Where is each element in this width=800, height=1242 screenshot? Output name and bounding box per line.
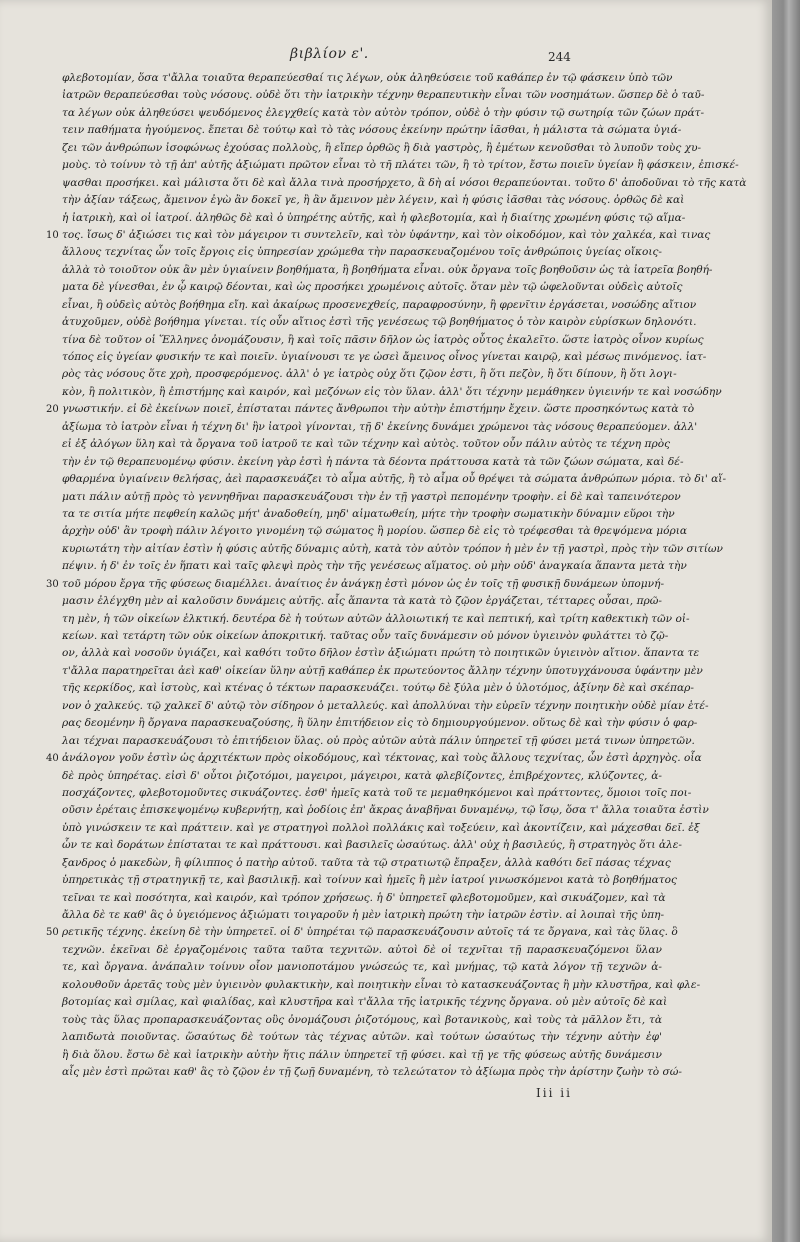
book-gutter-edge	[772, 0, 800, 1242]
text-line	[62, 628, 669, 645]
text-line	[46, 227, 711, 244]
text-line-content: τὴν ἐν τῷ θεραπευομένῳ φύσιν. ἐκείνη γὰρ ἐστὶ ἡ πάντα τὰ δέοντα πράττουσα κατὰ τὰ τῶν ζώων σώματα, καὶ δέ-	[62, 455, 684, 468]
text-line	[62, 314, 697, 331]
text-line-content: μασιν ἐλέγχθη μὲν αἱ καλοῦσιν δυνάμεις αὐτῆς. αἷς ἅπαντα τὰ κατὰ τὸ ζῷον ἐργάζεται, τέτταρες οὖσαι, πρῶ-	[62, 595, 662, 608]
text-line-content: ρας δεομένην ἢ ὄργανα παρασκευαζούσης, ἢ ὕλην ἐπιτήδειον εἰς τὸ δημιουργούμενον. οὕτως δὲ καὶ τὴν φύσιν ὁ φαρ-	[62, 717, 698, 730]
text-line-content: αἷς μὲν ἐστὶ πρῶται καθ' ἃς τὸ ζῷον ἐν τῇ ζωῇ δυναμένη, τὸ τελεώτατον τὸ ἀξίωμα πρὸς τὴν ἀρίστην ζωὴν τὸ σώ-	[62, 1065, 682, 1078]
text-line-content: φλεβοτομίαν, ὅσα τ'ἄλλα τοιαῦτα θεραπεύεσθαί τις λέγων, οὐκ ἀληθεύσειε τοῦ καθάπερ ἐν τῷ φάσκειν ὑπὸ τῶν	[62, 72, 673, 84]
text-line	[62, 977, 701, 994]
text-line	[62, 471, 727, 488]
text-line	[62, 680, 694, 697]
text-line	[62, 994, 668, 1011]
text-line-content: τεῖναι τε καὶ ποσότητα, καὶ καιρόν, καὶ τρόπον χρήσεως. ἡ δ' ὑπηρετεῖ φλεβοτομοῦμεν, καὶ σικυάζομεν, καὶ τὰ	[62, 891, 666, 904]
text-line	[62, 70, 673, 87]
text-line	[62, 489, 681, 506]
text-line	[62, 593, 662, 610]
text-line	[62, 175, 747, 192]
text-line-content: φθαρμένα ὑγιαίνειν θελήσας, ἀεὶ παρασκευάζει τὸ αἷμα αὐτῆς, ἢ τὸ αἷμα οὗ θρέψει τὰ σώματα ἀνθρώπων μόρια. τὸ δι' αἵ-	[62, 473, 727, 486]
text-line	[62, 262, 713, 279]
body-text	[46, 70, 747, 1081]
line-number: 40	[46, 753, 59, 765]
text-line	[62, 349, 707, 366]
line-number: 20	[46, 404, 59, 416]
text-line-content: γνωστικήν. εἰ δὲ ἐκείνων ποιεῖ, ἐπίσταται πάντες ἄνθρωποι τὴν αὐτὴν ἐπιστήμην ἔχειν. ὥστε προσηκόντως κατὰ τὸ	[62, 403, 695, 416]
text-line-content: κολουθοῦν ἀρετᾶς τοὺς μὲν ὑγιεινὸν φυλακτικὴν, καὶ ποιητικὴν εἶναι τὸ κατασκευάζοντας ἢ μὴν κλυστῆρα, καὶ φλε-	[62, 978, 701, 991]
text-line-content: νον ὁ χαλκεύς. τῷ χαλκεῖ δ' αὐτῷ τὸν σίδηρον ὁ μεταλλεύς. καὶ ἀπολλύναι τὴν εὑρεῖν τέχνην ποιητικὴν οὐδὲ μίαν ἑτέ-	[62, 699, 709, 712]
text-line	[62, 872, 677, 889]
text-line-content: λαι τέχναι παρασκευάζουσι τὸ ἐπιτήδειον ὕλας. οὐ πρὸς αὐτῶν αὐτὰ πάλιν ὑπηρετεῖ τῇ φύσει μετά τινων ὑπηρετῶν.	[62, 734, 695, 747]
text-line	[46, 576, 665, 593]
text-line	[62, 959, 662, 976]
text-line	[62, 506, 675, 523]
page-number: 244	[548, 50, 571, 64]
text-line-content: ματι πάλιν αὐτῇ πρὸς τὸ γεννηθῆναι παρασκευάζουσι τὴν ἐν τῇ γαστρὶ πεπομένην τροφὴν. εἰ δὲ καὶ ταπεινότερον	[62, 490, 681, 503]
text-line-content: τα τε σιτία μήτε πεφθείη καλῶς μήτ' ἀναδοθείη, μηδ' αἱματωθείη, μήτε τὴν τροφὴν σωματικὴν δύναμιν εὕροι τὴν	[62, 507, 675, 520]
text-line-content: ἀξίωμα τὸ ἰατρὸν εἶναι ἡ τέχνη δι' ἣν ἰατροὶ γίνονται, τῇ δ' ἐκείνης δυνάμει χρώμενοι τὰς νόσους θεραπεύομεν. ἀλλ'	[62, 420, 698, 433]
text-line-content: ὑπηρετικὰς τῇ στρατηγικῇ τε, καὶ βασιλικῇ. καὶ τοίνυν καὶ ἡμεῖς ἢ μὲν ἰατροί γινωσκόμενοι κατὰ τὸ βοηθήματος	[62, 874, 677, 887]
text-line-content: δὲ πρὸς ὑπηρέτας. εἰσὶ δ' οὗτοι ῥιζοτόμοι, μαγειροι, μάγειροι, κατὰ φλεβίζοντες, ἐπιβρέχοντες, κλύζοντες, ἀ-	[62, 769, 662, 782]
text-line	[62, 1029, 662, 1046]
text-line-content: ζει τῶν ἀνθρώπων ἰσοφώνως ἐχούσας πολλοὺς, ἢ εἴπερ ὀρθῶς ἢ διὰ γαστρὸς, ἢ ἐμέτων κενοῦσθαι τὸ λυποῦν τοὺς χυ-	[62, 141, 702, 154]
text-line	[62, 244, 662, 261]
text-line	[62, 611, 690, 628]
text-line	[62, 1012, 662, 1029]
text-line	[62, 436, 671, 453]
text-line-content: βοτομίας καὶ σμίλας, καὶ φιαλίδας, καὶ κλυστῆρα καὶ τ'ἄλλα τῆς ἰατρικῆς τέχνης ὄργανα. οὐ μὲν αὐτοῖς δὲ καὶ	[62, 996, 668, 1009]
running-head: βιβλίον ε'.	[290, 46, 369, 62]
text-line-content: κυριωτάτη τὴν αἰτίαν ἐστὶν ἡ φύσις αὐτῆς δύναμις αὐτὴ, κατὰ τὸν αὐτὸν τρόπον ἡ μὲν ἐν τῇ γαστρὶ, πρὸς τὴν τῶν σιτίων	[62, 542, 723, 555]
text-line	[62, 541, 723, 558]
text-line	[62, 768, 662, 785]
text-line-content: εἶναι, ἢ οὐδεὶς αὐτὸς βοήθημα εἴη. καὶ ἀκαίρως προσενεχθείς, παραφροσύνην, ἢ φρενῖτιν ἐργάσεται, νοσώδης αἴτιον	[62, 298, 697, 311]
text-line	[62, 1047, 662, 1064]
text-line-content: τοὺς τὰς ὕλας προπαρασκευάζοντας οὓς ὀνομάζουσι ῥιζοτόμους, καὶ βοτανικοὺς, καὶ τοὺς τὰ μᾶλλον ἔτι, τὰ	[62, 1013, 662, 1026]
text-line-content: ἀνάλογον γοῦν ἐστὶν ὡς ἀρχιτέκτων πρὸς οἰκοδόμους, καὶ τέκτονας, καὶ τοὺς ἄλλους τεχνίτας, ὧν ἐστὶ ἀρχηγὸς. οἷα	[62, 752, 702, 765]
text-line-content: ρετικῆς τέχνης. ἐκείνη δὲ τὴν ὑπηρετεῖ. οἱ δ' ὑπηρέται τῷ παρασκευάζουσιν αὐτοῖς τά τε ὄργανα, καὶ τὰς ὕλας. ὃ	[62, 926, 678, 939]
text-line	[62, 645, 700, 662]
text-line	[62, 297, 697, 314]
text-line-content: ἄλλα δὲ τε καθ' ἃς ὁ ὑγειόμενος ἀξιώματι τοιγαροῦν ἡ μὲν ἰατρικὴ πρώτη τὴν ἰατρῶν ἐστὶν. αἱ λοιπαὶ τῆς ὑπη-	[62, 909, 665, 921]
text-line-content: ψασθαι προσήκει. καὶ μάλιστα ὅτι δὲ καὶ ἄλλα τινὰ προσήρχετο, ἃ δὴ αἱ νόσοι θεραπεύονται. τοῦτο δ' ἀποδοῦναι τὸ τῆς κατὰ	[62, 176, 747, 189]
text-line	[62, 122, 682, 139]
text-line	[62, 1064, 682, 1081]
text-line	[62, 332, 704, 349]
text-line-content: εἰ ἐξ ἀλόγων ὕλη καὶ τὰ ὄργανα τοῦ ἰατροῦ τε καὶ τῶν τέχνην καὶ αὐτὸς. τοῦτον οὖν πάλιν αὐτὸς τε τέχνη πρὸς	[62, 438, 671, 451]
text-line	[62, 87, 705, 104]
text-line	[62, 366, 677, 383]
text-line-content: πέψιν. ἡ δ' ἐν τοῖς ἐν ἥπατι καὶ ταῖς φλεψὶ πρὸς τὴν τῆς γενέσεως αἵματος. οὐ μὴν οὐδ' ἀναγκαία ἅπαντα μετὰ τὴν	[62, 560, 687, 573]
text-line	[62, 523, 688, 540]
text-line-content: κὸν, ἢ πολιτικὸν, ἢ ἐπιστήμης καὶ καιρόν, καὶ μεζόνων εἰς τὸν ὕλαν. ἀλλ' ὅτι τέχνην μεμάθηκεν ὑγιεινήν τε καὶ νοσώδην	[62, 385, 722, 398]
text-line-content: τεχνῶν. ἐκεῖναι δὲ ἐργαζομένοις ταῦτα ταῦτα τεχνιτῶν. αὐτοὶ δὲ οἱ τεχνῖται τῇ παρασκευαζόμενοι ὕλαν	[62, 943, 662, 956]
text-line-content: ἡ ἰατρικὴ, καὶ οἱ ἰατροί. ἀληθῶς δὲ καὶ ὁ ὑπηρέτης αὐτῆς, καὶ ἡ φλεβοτομία, καὶ ἡ διαίτης χρωμένη φύσις τῷ αἵμα-	[62, 211, 686, 224]
text-line-content: τη μὲν, ἡ τῶν οἰκείων ἑλκτική. δευτέρα δὲ ἡ τούτων αὐτῶν ἀλλοιωτική τε καὶ πεπτική, καὶ τρίτη καθεκτικὴ τῶν οἰ-	[62, 612, 690, 625]
text-line-content: τὴν ἀξίαν τάξεως, ἄμεινον ἐγὼ ἂν δοκεῖ γε, ἢ ἂν ἄμεινον μὲν λέγειν, καὶ ἡ φύσις ἰᾶσθαι τὰς νόσους. ὀρθῶς δὲ καὶ	[62, 194, 685, 207]
text-line	[62, 855, 671, 872]
text-line-content: λαπιδωτὰ ποιοῦντας. ὥσαύτως δὲ τούτων τὰς τέχνας αὐτῶν. καὶ τούτων ὡσαύτως τὴν τέχνην αὐτὴν ἐφ'	[62, 1031, 662, 1044]
text-line-content: ἄλλους τεχνίτας ὧν τοῖς ἔργοις εἰς ὑπηρεσίαν χρώμεθα τὴν παρασκευαζομένου τοῖς ἀνθρώποις ὑγείας οἴκοις-	[62, 246, 662, 259]
text-line	[62, 279, 683, 296]
text-line	[62, 942, 662, 959]
text-line-content: τειν παθήματα ἡγούμενος. ἔπεται δὲ τούτῳ καὶ τὸ τὰς νόσους ἐκείνην πρώτην ἰᾶσθαι, ἡ μάλιστα τὰ σώματα ὑγιά-	[62, 124, 682, 137]
text-line	[62, 802, 709, 819]
text-line-content: ἰατρῶν θεραπεύεσθαι τοὺς νόσους. οὐδὲ ὅτι τὴν ἰατρικὴν τέχνην θεραπευτικὴν εἶναι τῶν νοσημάτων. ὥσπερ δὲ ὁ ταῦ-	[62, 89, 705, 102]
text-line	[62, 140, 702, 157]
text-line	[62, 715, 698, 732]
text-line-content: ξανδρος ὁ μακεδὼν, ἢ φίλιππος ὁ πατὴρ αὐτοῦ. ταῦτα τὰ τῷ στρατιωτῷ ἔπραξεν, ἀλλὰ καθότι δεῖ πάσας τέχνας	[62, 856, 671, 869]
text-line-content: τῆς κερκίδος, καὶ ἱστοὺς, καὶ κτένας ὁ τέκτων παρασκευάζει. τούτῳ δὲ ξύλα μὲν ὁ ὑλοτόμος, ἀξίνην δὲ καὶ σκέπαρ-	[62, 682, 694, 695]
text-line	[62, 558, 687, 575]
text-line	[62, 419, 698, 436]
text-line-content: ρὸς τὰς νόσους ὅτε χρὴ, προσφερόμενος. ἀλλ' ὁ γε ἰατρὸς οὐχ ὅτι ζῷον ἐστι, ἢ ὅτι πεζὸν, ἢ ὅτι δίπουν, ἢ ὅτι λογι-	[62, 368, 677, 381]
text-line	[46, 750, 702, 767]
text-line-content: ἀρχὴν οὐδ' ἂν τροφὴ πάλιν λέγοιτο γινομένη τῷ σώματος ἢ μορίου. ὥσπερ δὲ εἰς τὸ τρέφεσθαι τὰ θρεψόμενα μόρια	[62, 525, 688, 538]
signature-mark: Iii ii	[536, 1086, 572, 1100]
line-number: 10	[46, 229, 59, 241]
text-line-content: ποσχάζοντες, φλεβοτομοῦντες σικυάζοντες. ἐσθ' ἡμεῖς κατὰ τοῦ τε μεμαθηκόμενοι καὶ πράττοντες, ὅμοιοι τοῖς ποι-	[62, 786, 692, 799]
text-line-content: ματα δὲ γίνεσθαι, ἐν ᾧ καιρῷ δέονται, καὶ ὡς προσήκει χρωμένοις αὐτοῖς. ὅταν μὲν τῷ ὠφελοῦνται οὐδεὶς αὐτοῖς	[62, 281, 683, 294]
text-line-content: οῦσιν ἐρέταις ἐπισκεψομένῳ κυβερνήτῃ, καὶ ῥοδίοις ἐπ' ἄκρας ἀναβῆναι δυναμένῳ, τῷ ἴσῳ, ὅσα τ' ἄλλα τοιαῦτα ἐστὶν	[62, 804, 709, 817]
text-line-content: ον, ἀλλὰ καὶ νοσοῦν ὑγιάζει, καὶ καθότι τοῦτο δῆλον ἐστὶν ἀξιώματι πρώτη τὸ ποιητικῶν ὑγιεινὸν αἴτιον. ἅπαντα τε	[62, 647, 700, 660]
line-number: 30	[46, 578, 59, 590]
line-number: 50	[46, 927, 59, 939]
text-line	[62, 157, 739, 174]
text-line	[62, 192, 685, 209]
text-line	[62, 210, 686, 227]
text-line	[46, 924, 678, 941]
text-line-content: τα λέγων οὐκ ἀληθεύσει ψευδόμενος ἐλεγχθείς κατὰ τὸν αὐτὸν τρόπον, οὐδὲ ὁ τὴν φύσιν τῷ σωτηρίᾳ τῶν ζώων πράτ-	[62, 106, 705, 119]
text-line	[62, 454, 684, 471]
text-line-content: τε, καὶ ὄργανα. ἀνάπαλιν τοίνυν οἷον μανιοποτάμου γνώσεώς τε, καὶ μνήμας, τῷ κατὰ λόγον τῇ τεχνῶν ἀ-	[62, 961, 662, 974]
text-line	[62, 663, 703, 680]
text-line-content: τος. ἴσως δ' ἀξιώσει τις καὶ τὸν μάγειρον τι συντελεῖν, καὶ τὸν ὑφάντην, καὶ τὸν οἰκοδόμον, καὶ τὸν χαλκέα, καὶ τινας	[62, 228, 711, 241]
text-line	[62, 837, 682, 854]
text-line	[62, 820, 700, 837]
text-line-content: ὧν τε καὶ δοράτων ἐπίσταται τε καὶ πράττουσι. καὶ βασιλεῖς ὡσαύτως. ἀλλ' οὐχ ἡ βασιλεύς, ἢ στρατηγὸς ὅτι ἀλε-	[62, 839, 682, 852]
text-line	[62, 384, 722, 401]
text-line-content: μοὺς. τὸ τοίνυν τὸ τῇ ἀπ' αὐτῆς ἀξιώματι πρῶτον εἶναι τὸ τῆ πλάτει τῶν, ἢ τὸ τρίτον, ἔστω ποιεῖν ὑγείαν ἢ φάσκειν, ἐπισκέ-	[62, 159, 739, 172]
text-line-content: ἀτυχοῦμεν, οὐδὲ βοήθημα γίνεται. τίς οὖν αἴτιος ἐστὶ τῆς γενέσεως τῷ βοηθήματος ὁ τὸν καιρὸν εὑρίσκων δηλονότι.	[62, 316, 697, 329]
text-line-content: ἢ διὰ ὅλου. ἔστω δὲ καὶ ἰατρικὴν αὐτὴν ἥτις πάλιν ὑπηρετεῖ τῇ φύσει. καὶ τῇ γε τῆς φύσεως αὐτῆς δυνάμεσιν	[62, 1048, 662, 1061]
text-line	[62, 785, 692, 802]
text-line-content: ἀλλὰ τὸ τοιοῦτον οὐκ ἂν μὲν ὑγιαίνειν βοηθήματα, ἢ βοηθήματα εἶναι. οὐκ ὄργανα τοῖς βοηθοῦσιν ὡς τὰ ἰατρεῖα βοηθή-	[62, 263, 713, 276]
text-line	[62, 105, 705, 122]
text-line-content: κείων. καὶ τετάρτη τῶν οὐκ οἰκείων ἀποκριτική. ταῦτας οὖν ταῖς δυνάμεσιν οὐ μόνον ὑγιεινὸν φυλάττει τὸ ζῷ-	[62, 630, 669, 642]
text-line-content: τίνα δὲ τοῦτον οἱ Ἕλληνες ὀνομάζουσιν, ἢ καὶ τοῖς πᾶσιν δῆλον ὡς ἰατρὸς οὗτος ἐκαλεῖτο. ὥστε ἰατρὸς οἶνον κυρίως	[62, 333, 704, 346]
text-line-content: τοῦ μόρου ἔργα τῆς φύσεως διαμέλλει. ἀναίτιος ἐν ἀνάγκῃ ἐστὶ μόνον ὡς ἐν τοῖς τῇ φυσικῇ δυνάμεων ὑπομνή-	[62, 577, 665, 590]
text-line	[62, 890, 666, 907]
text-line	[62, 907, 665, 924]
text-line-content: ὑπὸ γινώσκειν τε καὶ πράττειν. καὶ γε στρατηγοὶ πολλοὶ πολλάκις καὶ τοξεύειν, καὶ ἀκοντίζειν, καὶ μάχεσθαι δεῖ. ἐξ	[62, 821, 700, 834]
text-line	[62, 733, 695, 750]
text-line	[46, 401, 695, 418]
text-line-content: τ'ἄλλα παρατηρεῖται ἀεὶ καθ' οἰκείαν ὕλην αὐτῇ καθάπερ ἐκ πρωτεύοντος ἄλλην τέχνην ὑποτυγχάνουσα ὑφάντην μὲν	[62, 664, 703, 677]
text-line-content: τόπος εἰς ὑγείαν φυσικήν τε καὶ ποιεῖν. ὑγιαίνουσι τε γε ὡσεὶ ἄμεινος οἶνος γίνεται καιρῷ, καὶ μέσως πινόμενος. ἰατ-	[62, 351, 707, 363]
text-line	[62, 698, 709, 715]
